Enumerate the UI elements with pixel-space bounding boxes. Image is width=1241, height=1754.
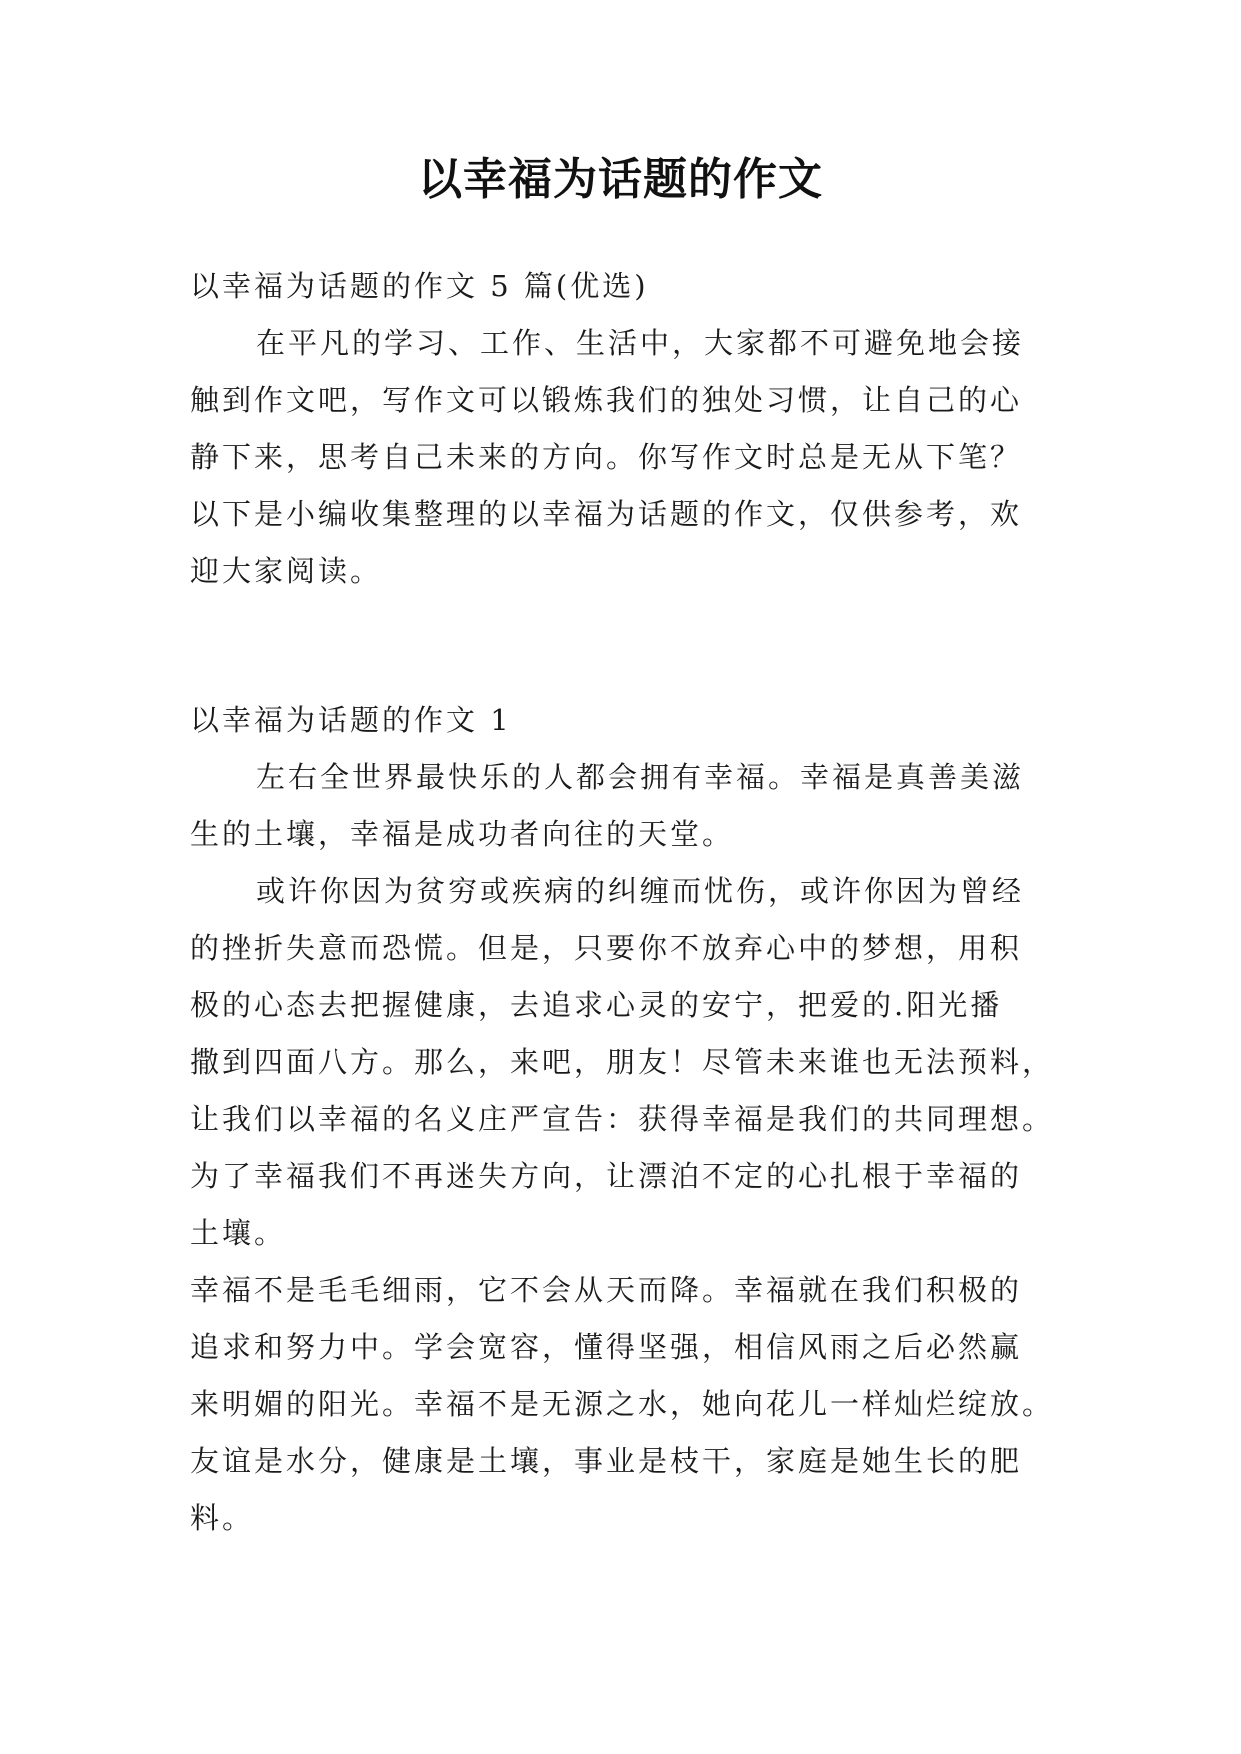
document-title: 以幸福为话题的作文 [418,154,823,205]
intro-line: 在平凡的学习、工作、生活中，大家都不可避免地会接 [256,326,1025,360]
paragraph-2-line: 极的心态去把握健康，去追求心灵的安宁，把爱的.阳光播 [190,988,1003,1022]
paragraph-3-line: 来明媚的阳光。幸福不是无源之水，她向花儿一样灿烂绽放。 [190,1387,1055,1421]
paragraph-3-line: 友谊是水分，健康是土壤，事业是枝干，家庭是她生长的肥 [190,1444,1023,1478]
intro-line: 迎大家阅读。 [190,554,383,588]
intro-line: 以下是小编收集整理的以幸福为话题的作文，仅供参考，欢 [190,497,1023,531]
intro-block [190,258,1052,600]
paragraph-3-line: 追求和努力中。学会宽容，懂得坚强，相信风雨之后必然赢 [190,1330,1023,1364]
paragraph-2-line: 土壤。 [190,1216,287,1250]
intro-line: 触到作文吧，写作文可以锻炼我们的独处习惯，让自己的心 [190,383,1023,417]
section-heading: 以幸福为话题的作文 1 [190,703,512,737]
paragraph-2-line: 撒到四面八方。那么，来吧，朋友！尽管未来谁也无法预料， [190,1045,1055,1079]
essay-1-block [190,692,1055,1547]
intro-line: 静下来，思考自己未来的方向。你写作文时总是无从下笔？ [190,440,1023,474]
paragraph-2-line: 的挫折失意而恐慌。但是，只要你不放弃心中的梦想，用积 [190,931,1023,965]
paragraph-2-line: 为了幸福我们不再迷失方向，让漂泊不定的心扎根于幸福的 [190,1159,1023,1193]
paragraph-3-line: 料。 [190,1501,255,1535]
paragraph-2-line: 让我们以幸福的名义庄严宣告：获得幸福是我们的共同理想。 [190,1102,1055,1136]
paragraph-3-line: 幸福不是毛毛细雨，它不会从天而降。幸福就在我们积极的 [190,1273,1023,1307]
paragraph-1-line: 生的土壤，幸福是成功者向往的天堂。 [190,817,735,851]
paragraph-1-line: 左右全世界最快乐的人都会拥有幸福。幸福是真善美滋 [256,760,1025,794]
subtitle: 以幸福为话题的作文 5 篇(优选) [190,269,649,303]
paragraph-2-line: 或许你因为贫穷或疾病的纠缠而忧伤，或许你因为曾经 [256,874,1025,908]
